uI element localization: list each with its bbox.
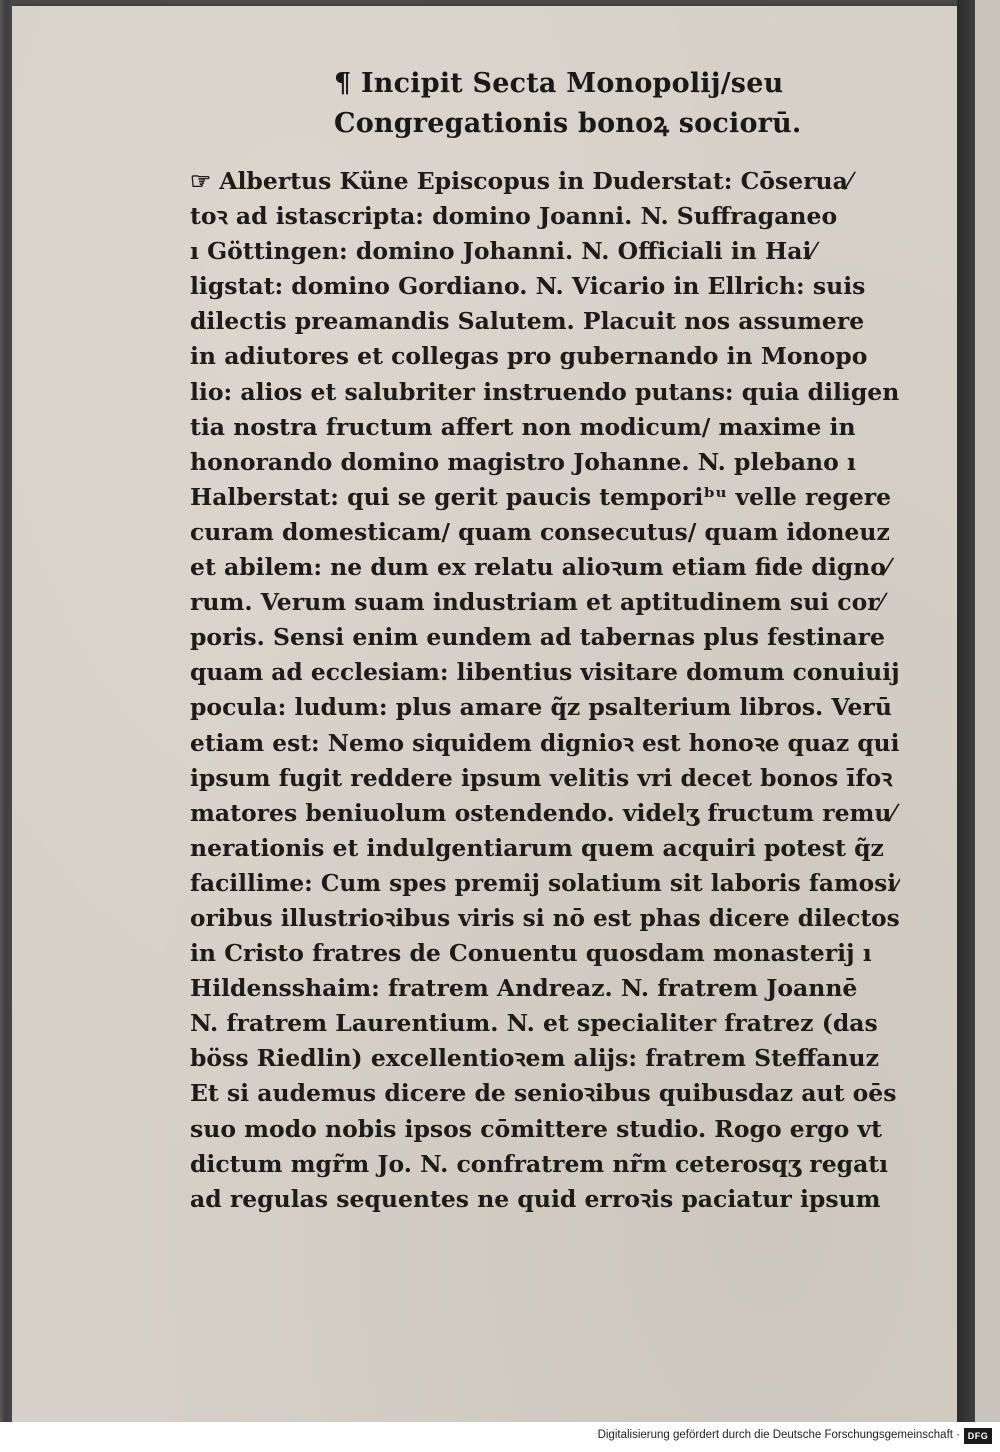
heading-line-2: Congregationis bonoꝝ sociorū.: [334, 108, 802, 139]
text-line: ligstat: domino Gordiano. N. Vicario in Ellrich: suis: [190, 272, 866, 301]
funding-notice: Digitalisierung gefördert durch die Deutsche Forschungsgemeinschaft ·: [597, 1429, 960, 1441]
text-line: pocula: ludum: plus amare q̃z psalterium libros. Verū: [190, 693, 892, 722]
text-line: matores beniuolum ostendendo. videlʒ fructum remu⁄: [190, 798, 896, 827]
text-line: rum. Verum suam industriam et aptitudinem sui cor⁄: [190, 588, 884, 617]
book-page: [12, 6, 957, 1422]
text-line: ad regulas sequentes ne quid erroꝛis paciatur ipsum: [190, 1184, 881, 1213]
text-line: tia nostra fructum affert non modicum/ maxime in: [190, 412, 856, 441]
text-line: suo modo nobis ipsos cōmittere studio. Rogo ergo vt: [190, 1114, 882, 1143]
text-line: Et si audemus dicere de senioꝛibus quibusdaz aut oēs: [190, 1079, 897, 1108]
text-line: nerationis et indulgentiarum quem acquiri potest q̃z: [190, 833, 884, 862]
text-line: Hildensshaim: fratrem Andreaz. N. fratrem Joannē: [190, 974, 858, 1003]
text-line: ipsum fugit reddere ipsum velitis vri decet bonos īfoꝛ: [190, 763, 893, 792]
dfg-logo: DFG: [964, 1428, 992, 1444]
text-line: lio: alios et salubriter instruendo putans: quia diligen: [190, 377, 900, 406]
text-line: böss Riedlin) excellentioꝛem alijs: fratrem Steffanuz: [190, 1044, 879, 1073]
text-line: ı Göttingen: domino Johanni. N. Officiali in Hai⁄: [190, 237, 816, 266]
text-line: etiam est: Nemo siquidem dignioꝛ est honoꝛe quaz qui: [190, 729, 900, 757]
text-line: poris. Sensi enim eundem ad tabernas plus festinare: [190, 623, 885, 652]
text-line: facillime: Cum spes premij solatium sit laboris famosi⁄: [190, 869, 900, 897]
text-line: in adiutores et collegas pro gubernando in Monopo: [190, 342, 868, 371]
text-line: quam ad ecclesiam: libentius visitare domum conuiuij: [190, 658, 900, 687]
text-line: dictum mgr̃m Jo. N. confratrem nr̃m ceterosqʒ regatı: [190, 1149, 889, 1178]
text-line: oribus illustrioꝛibus viris si nō est phas dicere dilectos: [190, 904, 900, 932]
body-text: [190, 164, 900, 1217]
text-line: curam domesticam/ quam consecutus/ quam idoneuz: [190, 517, 890, 546]
text-line: in Cristo fratres de Conuentu quosdam monasterij ı: [190, 939, 872, 968]
adjacent-page-edge: [975, 0, 1000, 1452]
text-line: toꝛ ad istascripta: domino Joanni. N. Suffraganeo: [190, 202, 838, 231]
text-line: N. fratrem Laurentium. N. et specialiter fratrez (das: [190, 1009, 878, 1038]
text-line: ☞ Albertus Küne Episcopus in Duderstat: Cōserua⁄: [190, 167, 852, 195]
text-line: honorando domino magistro Johanne. N. plebano ı: [190, 447, 856, 476]
text-line: et abilem: ne dum ex relatu alioꝛum etiam fide digno⁄: [190, 553, 890, 582]
text-line: dilectis preamandis Salutem. Placuit nos assumere: [190, 307, 865, 336]
heading-line-1: ¶ Incipit Secta Monopolij/seu: [334, 68, 784, 99]
text-line: Halberstat: qui se gerit paucis temporiᵇᵘ velle regere: [190, 482, 892, 511]
footer-bar: [0, 1422, 1000, 1452]
page-heading: [334, 64, 874, 144]
